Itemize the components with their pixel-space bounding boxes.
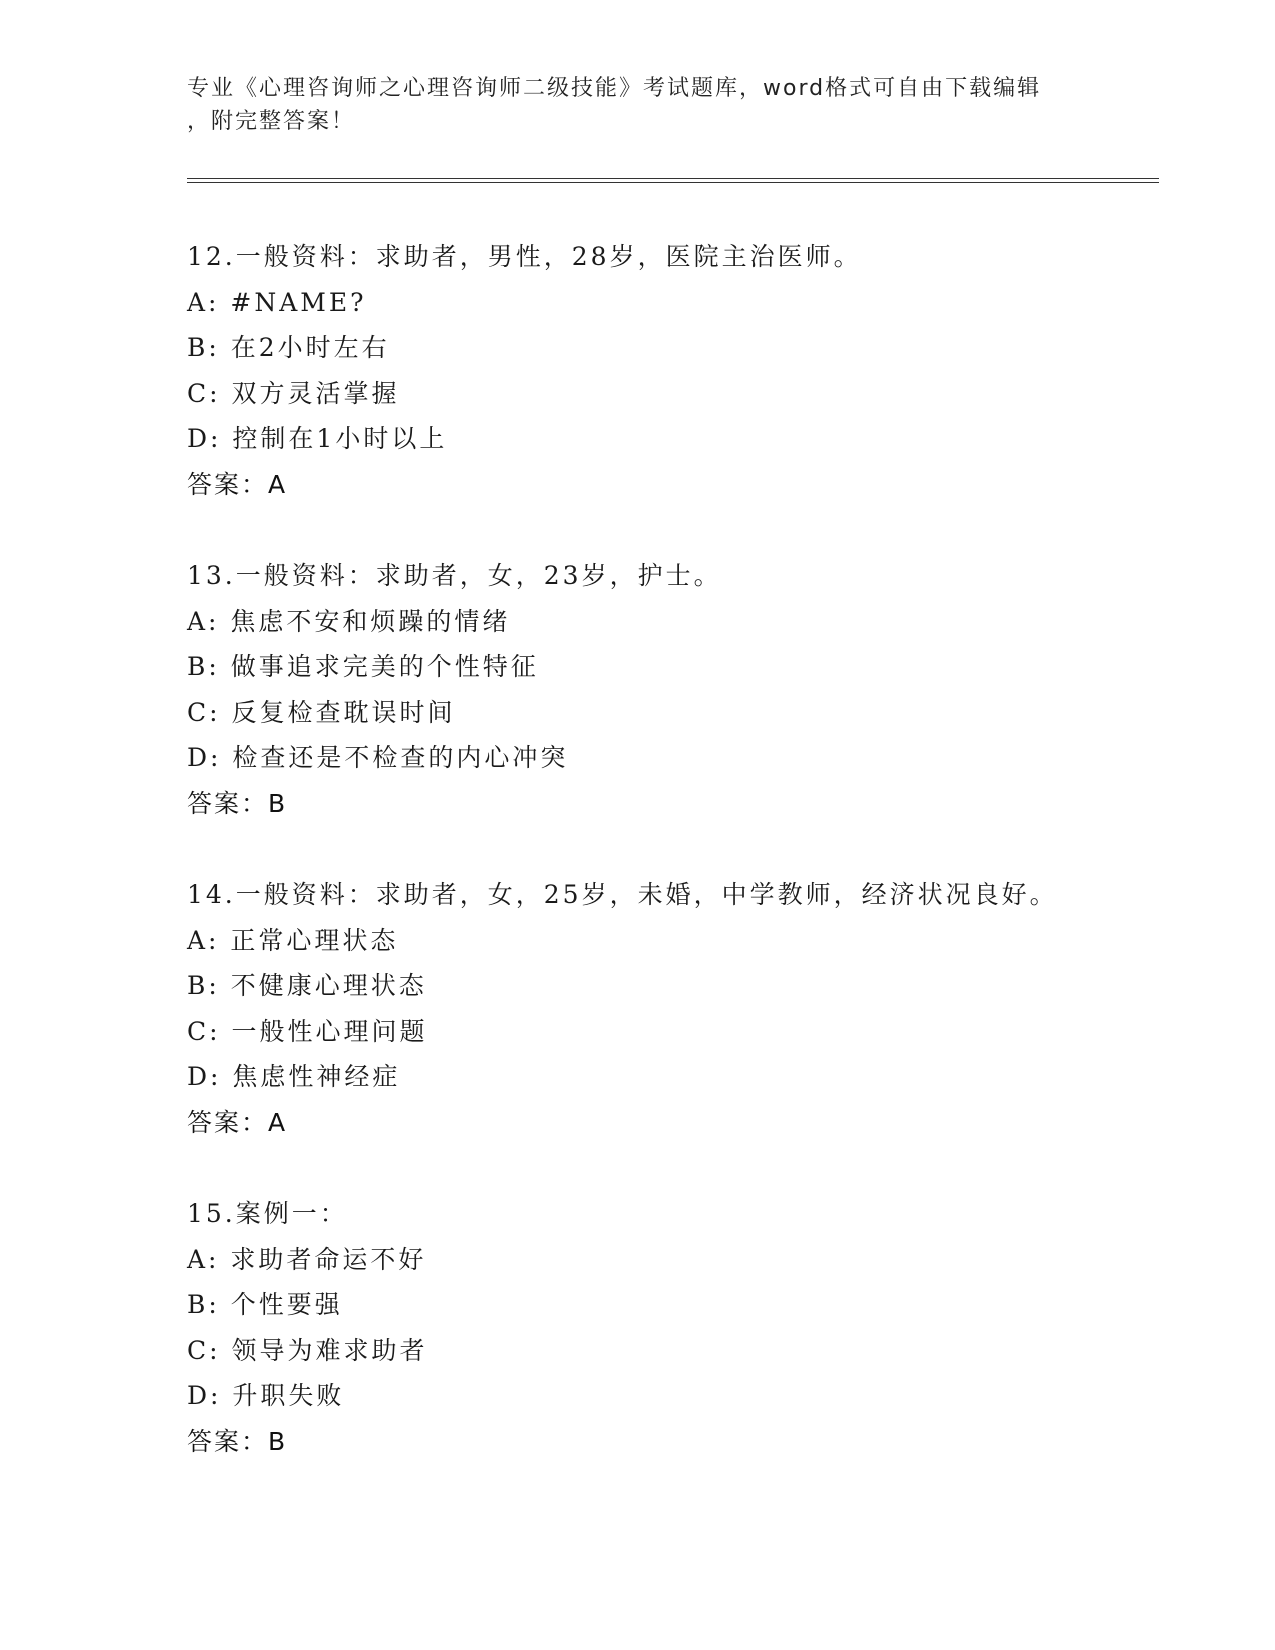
question-stem: 12.一般资料：求助者，男性，28岁，医院主治医师。 [187, 242, 862, 271]
header-divider [187, 178, 1159, 183]
answer-line: 答案：B [187, 1426, 288, 1456]
option-b: B: 不健康心理状态 [187, 971, 427, 1000]
option-c: C: 双方灵活掌握 [187, 378, 400, 408]
option-a: A: #NAME? [187, 287, 367, 317]
question-stem: 13.一般资料：求助者，女，23岁，护士。 [187, 561, 722, 590]
header-line-1: 专业《心理咨询师之心理咨询师二级技能》考试题库，word格式可自由下载编辑 [187, 76, 1042, 101]
option-d: D: 升职失败 [187, 1381, 345, 1410]
answer-line: 答案：A [187, 1107, 288, 1137]
option-c: C: 反复检查耽误时间 [187, 697, 456, 727]
option-c: C: 一般性心理问题 [187, 1016, 428, 1046]
question-block [187, 1191, 1187, 1464]
question-list [187, 234, 1187, 1510]
document-header [187, 72, 1087, 138]
question-block [187, 234, 1187, 507]
header-line-2: ，附完整答案！ [187, 109, 356, 134]
option-d: D: 焦虑性神经症 [187, 1062, 401, 1091]
question-stem: 15.案例一： [187, 1199, 348, 1228]
answer-line: 答案：A [187, 469, 288, 499]
option-a: A: 正常心理状态 [187, 925, 399, 955]
question-block [187, 553, 1187, 826]
option-b: B: 做事追求完美的个性特征 [187, 652, 539, 681]
question-block [187, 872, 1187, 1145]
question-stem: 14.一般资料：求助者，女，25岁，未婚，中学教师，经济状况良好。 [187, 880, 1058, 909]
option-b: B: 在2小时左右 [187, 333, 390, 362]
answer-line: 答案：B [187, 788, 288, 818]
option-a: A: 求助者命运不好 [187, 1244, 427, 1274]
option-a: A: 焦虑不安和烦躁的情绪 [187, 606, 511, 636]
option-d: D: 检查还是不检查的内心冲突 [187, 743, 569, 772]
option-d: D: 控制在1小时以上 [187, 424, 448, 453]
option-b: B: 个性要强 [187, 1290, 343, 1319]
option-c: C: 领导为难求助者 [187, 1335, 428, 1365]
